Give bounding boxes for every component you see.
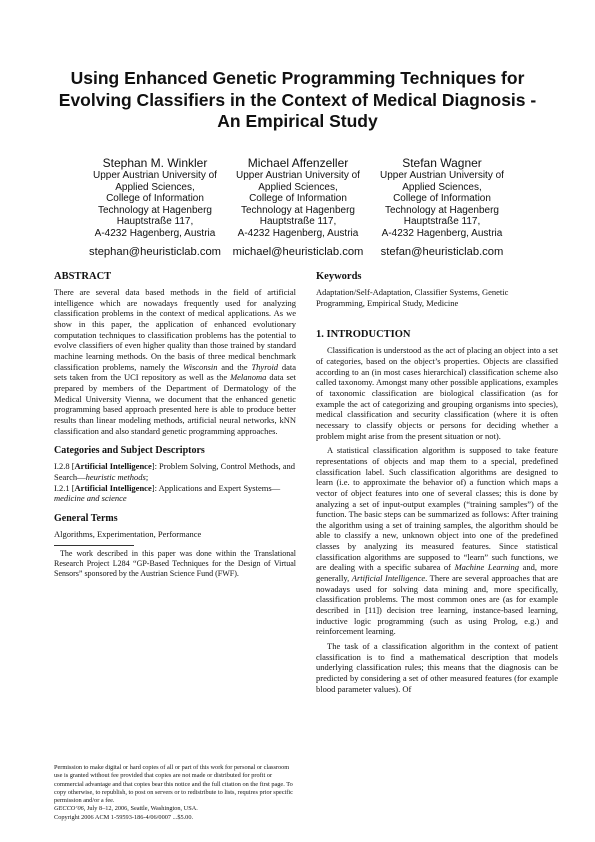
author-name: Stefan Wagner	[402, 156, 482, 170]
author-affiliation-line: Hauptstraße 117,	[403, 216, 481, 228]
author-block	[367, 156, 517, 259]
author-affiliation-line: Hauptstraße 117,	[116, 216, 194, 228]
author-affiliation-line: Upper Austrian University of	[380, 170, 504, 181]
right-column	[316, 270, 558, 694]
author-affiliation-line: A-4232 Hagenberg, Austria	[237, 227, 359, 239]
venue-line: GECCO’06, July 8–12, 2006, Seattle, Washington, USA.	[54, 805, 198, 813]
author-email[interactable]: michael@heuristiclab.com	[232, 245, 364, 258]
permission-text: Permission to make digital or hard copies of all or part of this work for personal or classroom use is granted without fee provided that copies are not made or distributed for profit or commercial advantage and that copies bear this notice and the full citation on the first page. To copy otherwise, to republish, to post on servers or to redistribute to lists, requires prior specific permission and/or a fee.	[54, 764, 293, 805]
category-item: I.2.8 [Artificial Intelligence]: Problem Solving, Control Methods, and Search—heuristic methods;	[54, 461, 296, 482]
intro-paragraph: The task of a classification algorithm in the context of patient classification is to find a mathematical description that models underlying classification rules; this means that the diagnosis can be predicted by considering a set of other measured features (for example blood parameter values). Of	[316, 641, 558, 694]
intro-paragraph: Classification is understood as the act of placing an object into a set of categories, based on the object’s properties. Objects are classified according to an (in most cases hierarchical) classification scheme also called taxonomy. Amongst many other possible applications, examples of taxonomic classification are biological classification (as for example the act of categorizing and grouping organisms into species), medical classification and security classification (where it is often necessary to classify objects or persons for deciding whether a problem might arise from the present situation or not).	[316, 345, 558, 441]
author-affiliation-line: A-4232 Hagenberg, Austria	[94, 227, 216, 239]
dataset-name: Wisconsin	[183, 361, 218, 372]
author-affiliation-line: Technology at Hagenberg	[241, 204, 355, 216]
author-block	[80, 156, 230, 259]
categories-heading: Categories and Subject Descriptors	[54, 445, 205, 457]
title-line-3: An Empirical Study	[217, 111, 378, 131]
author-email[interactable]: stephan@heuristiclab.com	[89, 245, 221, 258]
author-affiliation-line: College of Information	[249, 193, 347, 205]
author-affiliation-line: Applied Sciences,	[402, 181, 482, 193]
abstract-text: There are several data based methods in the field of artificial intelligence which are nowadays frequently used for analyzing classification problems in the context of medical applications. As we show in this paper, the application of enhanced evolutionary computation techniques to classification problems has the potential to evolve classifiers of even higher quality than those trained by standard machine learning methods. On the basis of three medical benchmark classification problems, namely the Wisconsin and the Thyroid data sets taken from the UCI repository as well as the Melanoma data set prepared by members of the Department of Dermatology of the Medical University Vienna, we document that the enhanced genetic programming based approach presented here is able to produce better results than linear modeling methods, artificial neural networks, kNN classification and also standard genetic programming approaches.	[54, 287, 296, 436]
permission-notice	[54, 764, 296, 822]
author-affiliation-line: College of Information	[393, 193, 491, 205]
author-affiliation-line: Hauptstraße 117,	[259, 216, 337, 228]
author-affiliation-line: Technology at Hagenberg	[385, 204, 499, 216]
author-name: Michael Affenzeller	[247, 156, 349, 170]
keywords-heading: Keywords	[316, 271, 362, 282]
author-email[interactable]: stefan@heuristiclab.com	[380, 245, 504, 258]
category-item: I.2.1 [Artificial Intelligence]: Applications and Expert Systems—medicine and science	[54, 482, 281, 504]
general-terms-heading: General Terms	[54, 512, 118, 524]
general-terms-text: Algorithms, Experimentation, Performance	[54, 528, 202, 539]
left-column	[54, 270, 296, 578]
abstract-heading: ABSTRACT	[54, 271, 112, 282]
intro-paragraph: A statistical classification algorithm is supposed to take feature representations of objects and map them to a special, predefined classification label. Such classification algorithms are designed to learn (i.e. to approximate the behavior of) a function which maps a vector of object features into one of several classes; this is done by analyzing a set of input-output examples (“training samples”) of the function. The basic steps can be summarized as follows: After training the algorithm using a set of training samples, the algorithm should be able to classify a new, unknown object into one of the predefined classes by analyzing its measured features. Since statistical classification algorithms are supposed to “learn” such functions, we are dealing with a specific subarea of Machine Learning and, more generally, Artificial Intelligence. There are several approaches that are nowadays used for solving data mining and, more specifically, classification problems. The most common ones are (as for example described in [11]) decision tree learning, instance-based learning, inductive logic programming (such as using Prolog, e.g.) and reinforcement learning.	[316, 445, 558, 637]
author-name: Stephan M. Winkler	[102, 156, 208, 170]
author-block	[223, 156, 373, 259]
footnote-rule	[54, 545, 134, 546]
author-affiliation-line: College of Information	[106, 193, 204, 205]
dataset-name: Melanoma	[230, 372, 267, 383]
dataset-name: Thyroid	[251, 361, 279, 372]
paper-title	[30, 68, 565, 133]
author-affiliation-line: Applied Sciences,	[115, 181, 195, 193]
author-affiliation-line: Upper Austrian University of	[93, 170, 217, 181]
author-affiliation-line: Technology at Hagenberg	[98, 204, 212, 216]
author-affiliation-line: Upper Austrian University of	[236, 170, 360, 181]
author-affiliation-line: Applied Sciences,	[258, 181, 338, 193]
title-line-1: Using Enhanced Genetic Programming Techniques for	[70, 68, 525, 88]
title-line-2: Evolving Classifiers in the Context of Medical Diagnosis -	[58, 89, 537, 110]
footnote: The work described in this paper was done within the Translational Research Project L284 “GP-Based Techniques for the Design of Virtual Sensors” sponsored by the Austrian Science Fund (FWF).	[54, 549, 296, 578]
author-affiliation-line: A-4232 Hagenberg, Austria	[381, 227, 503, 239]
keywords-text: Adaptation/Self-Adaptation, Classifier Systems, Genetic Programming, Empirical Study, Medicine	[316, 287, 509, 308]
introduction-heading: 1. INTRODUCTION	[316, 329, 411, 341]
copyright-line: Copyright 2006 ACM 1-59593-186-4/06/0007 ...$5.00.	[54, 813, 194, 821]
